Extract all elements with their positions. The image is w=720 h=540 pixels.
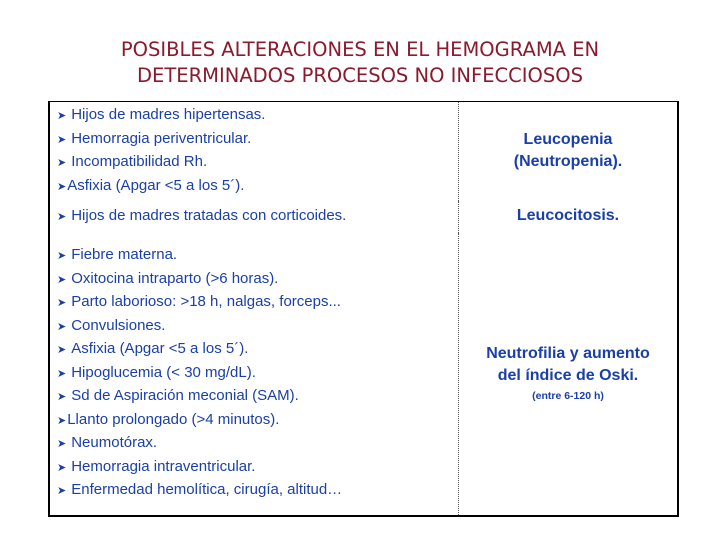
arrow-bullet-icon: ➤ <box>57 273 67 286</box>
arrow-bullet-icon: ➤ <box>57 320 67 333</box>
arrow-bullet-icon: ➤ <box>57 367 67 380</box>
list-item <box>57 175 458 199</box>
table-row <box>49 201 678 233</box>
list-item <box>57 128 458 152</box>
result-line: del índice de Oski. <box>497 367 639 384</box>
result-line: Neutrofilia y aumento <box>486 344 650 362</box>
arrow-bullet-icon: ➤ <box>57 297 67 310</box>
item-text: Hijos de madres tratadas con corticoides. <box>71 206 347 224</box>
item-text: Hemorragia periventricular. <box>71 129 252 147</box>
title-line-2: DETERMINADOS PROCESOS NO INFECCIOSOS <box>137 64 583 87</box>
result-line: Leucocitosis. <box>516 207 620 225</box>
item-text: Neumotórax. <box>71 434 158 452</box>
item-text: Parto laborioso: >18 h, nalgas, forceps... <box>71 293 341 311</box>
result-line: Leucopenia <box>523 130 613 148</box>
item-text: Asfixia (Apgar <5 a los 5´). <box>67 176 245 194</box>
item-text: Llanto prolongado (>4 minutos). <box>67 410 280 428</box>
list-item <box>57 409 458 433</box>
list-item <box>57 479 458 503</box>
list-item <box>57 244 458 268</box>
list-item <box>57 268 458 292</box>
table-row <box>49 102 678 201</box>
item-text: Hemorragia intraventricular. <box>71 457 256 475</box>
arrow-bullet-icon: ➤ <box>57 344 67 357</box>
item-text: Asfixia (Apgar <5 a los 5´). <box>71 340 249 358</box>
item-text: Hipoglucemia (< 30 mg/dL). <box>71 363 256 381</box>
list-item <box>57 362 458 386</box>
conditions-cell <box>49 102 459 201</box>
arrow-bullet-icon: ➤ <box>57 414 67 427</box>
result-note: (entre 6-120 h) <box>532 389 604 402</box>
result-line: (Neutropenia). <box>513 153 623 171</box>
item-text: Fiebre materna. <box>71 246 178 264</box>
item-text: Enfermedad hemolítica, cirugía, altitud… <box>71 481 343 499</box>
list-item <box>57 456 458 480</box>
hemogram-table <box>48 101 679 517</box>
list-item <box>57 315 458 339</box>
arrow-bullet-icon: ➤ <box>57 485 67 498</box>
item-text: Hijos de madres hipertensas. <box>71 106 266 124</box>
list-item <box>57 432 458 456</box>
item-text: Incompatibilidad Rh. <box>71 153 208 171</box>
result-cell <box>459 102 679 201</box>
item-text: Sd de Aspiración meconial (SAM). <box>71 387 299 405</box>
arrow-bullet-icon: ➤ <box>57 438 67 451</box>
conditions-cell <box>49 233 459 516</box>
list-item <box>57 291 458 315</box>
slide-title <box>60 37 660 89</box>
arrow-bullet-icon: ➤ <box>57 157 67 170</box>
arrow-bullet-icon: ➤ <box>57 110 67 123</box>
arrow-bullet-icon: ➤ <box>57 133 67 146</box>
list-item <box>57 385 458 409</box>
result-cell <box>459 201 679 233</box>
list-item <box>57 104 458 128</box>
list-item <box>57 338 458 362</box>
arrow-bullet-icon: ➤ <box>57 210 67 223</box>
title-line-1: POSIBLES ALTERACIONES EN EL HEMOGRAMA EN <box>120 38 600 61</box>
item-text: Convulsiones. <box>71 316 166 334</box>
table-row <box>49 233 678 516</box>
result-cell <box>459 233 679 516</box>
arrow-bullet-icon: ➤ <box>57 461 67 474</box>
list-item <box>57 151 458 175</box>
arrow-bullet-icon: ➤ <box>57 250 67 263</box>
arrow-bullet-icon: ➤ <box>57 180 67 193</box>
conditions-cell <box>49 201 459 233</box>
list-item <box>57 205 458 229</box>
item-text: Oxitocina intraparto (>6 horas). <box>71 269 279 287</box>
arrow-bullet-icon: ➤ <box>57 391 67 404</box>
